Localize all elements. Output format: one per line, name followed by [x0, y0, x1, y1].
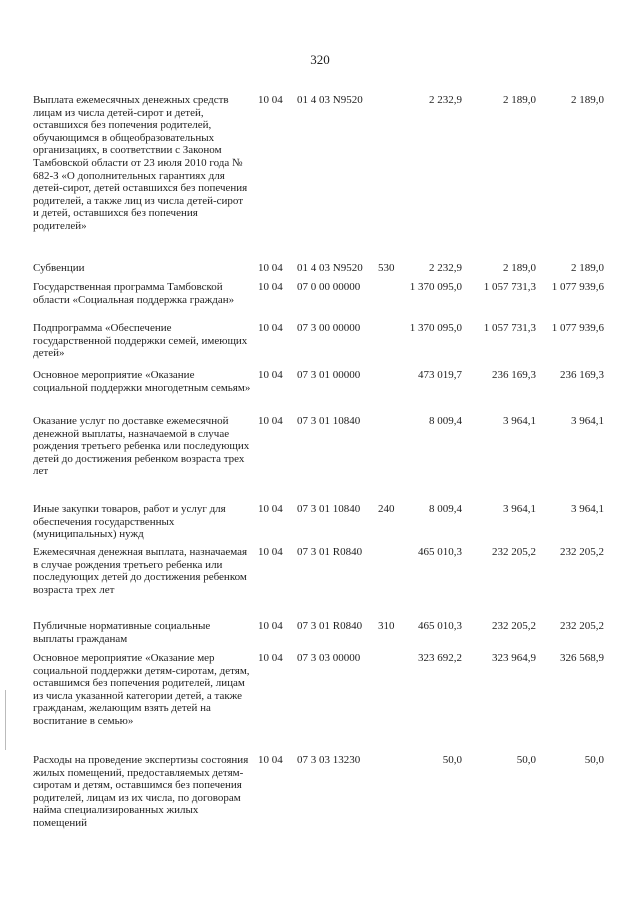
amount-year-1: 1 370 095,0: [409, 322, 462, 334]
amount-year-1: 1 370 095,0: [409, 281, 462, 293]
target-article-code: 07 3 03 13230: [297, 754, 361, 766]
amount-year-1: 50,0: [442, 754, 462, 766]
section-code: 10 04: [258, 503, 283, 515]
target-article-code: 07 3 01 10840: [297, 415, 361, 427]
amount-year-3: 3 964,1: [571, 503, 604, 515]
target-article-code: 07 3 01 10840: [297, 503, 361, 515]
target-article-code: 07 3 03 00000: [297, 652, 361, 664]
row-description: Оказание услуг по доставке ежемесячной денежной выплаты, назначаемой в случае рождения третьего ребенка или последующих детей до достижения ребенком возраста трех лет: [33, 415, 250, 478]
target-article-code: 07 3 01 R0840: [297, 546, 363, 558]
amount-year-2: 3 964,1: [503, 503, 536, 515]
amount-year-1: 2 232,9: [429, 94, 462, 106]
amount-year-1: 473 019,7: [418, 369, 462, 381]
row-description: Иные закупки товаров, работ и услуг для обеспечения государственных (муниципальных) нужд: [33, 503, 226, 541]
amount-year-3: 3 964,1: [571, 415, 604, 427]
amount-year-2: 2 189,0: [503, 94, 536, 106]
amount-year-2: 323 964,9: [492, 652, 536, 664]
amount-year-1: 465 010,3: [418, 546, 462, 558]
amount-year-3: 232 205,2: [560, 620, 604, 632]
amount-year-3: 2 189,0: [571, 94, 604, 106]
amount-year-2: 1 057 731,3: [483, 281, 536, 293]
target-article-code: 01 4 03 N9520: [297, 94, 363, 106]
amount-year-3: 326 568,9: [560, 652, 604, 664]
row-description: Ежемесячная денежная выплата, назначаемая в случае рождения третьего ребенка или последующих детей до достижения ребенком возраста трех лет: [33, 546, 248, 596]
expense-type-code: 310: [378, 620, 395, 632]
section-code: 10 04: [258, 546, 283, 558]
page-number: 320: [310, 52, 330, 67]
target-article-code: 07 3 01 00000: [297, 369, 361, 381]
target-article-code: 07 0 00 00000: [297, 281, 361, 293]
amount-year-1: 2 232,9: [429, 262, 462, 274]
amount-year-2: 232 205,2: [492, 546, 536, 558]
amount-year-1: 465 010,3: [418, 620, 462, 632]
amount-year-2: 2 189,0: [503, 262, 536, 274]
row-description: Субвенции: [33, 262, 85, 274]
section-code: 10 04: [258, 754, 283, 766]
amount-year-3: 50,0: [584, 754, 604, 766]
section-code: 10 04: [258, 415, 283, 427]
row-description: Выплата ежемесячных денежных средств лицам из числа детей-сирот и детей, оставшихся без попечения родителей, обучающимся в общеобразовательных организациях, в соответствии с Законом Тамбовской области от 23 июля 2010 года № 682-З «О дополнительных гарантиях для детей-сирот, детей оставшихся без попечения родителей, а также лиц из числа детей-сирот и детей, оставшихся без попечения родителей»: [33, 94, 248, 232]
row-description: Публичные нормативные социальные выплаты гражданам: [33, 620, 211, 645]
amount-year-2: 50,0: [516, 754, 536, 766]
amount-year-2: 1 057 731,3: [483, 322, 536, 334]
section-code: 10 04: [258, 620, 283, 632]
section-code: 10 04: [258, 94, 283, 106]
row-description: Расходы на проведение экспертизы состояния жилых помещений, предоставляемых детям-сиротам и детям, оставшимся без попечения родителей, лицам из их числа, по договорам найма специализированных жилых помещений: [33, 754, 249, 829]
amount-year-2: 3 964,1: [503, 415, 536, 427]
target-article-code: 07 3 00 00000: [297, 322, 361, 334]
amount-year-3: 2 189,0: [571, 262, 604, 274]
amount-year-3: 1 077 939,6: [551, 281, 604, 293]
section-code: 10 04: [258, 322, 283, 334]
amount-year-3: 232 205,2: [560, 546, 604, 558]
amount-year-3: 1 077 939,6: [551, 322, 604, 334]
section-code: 10 04: [258, 262, 283, 274]
section-code: 10 04: [258, 281, 283, 293]
scan-artifact: [5, 690, 6, 750]
expense-type-code: 240: [378, 503, 395, 515]
section-code: 10 04: [258, 369, 283, 381]
section-code: 10 04: [258, 652, 283, 664]
target-article-code: 01 4 03 N9520: [297, 262, 363, 274]
row-description: Подпрограмма «Обеспечение государственной поддержки семей, имеющих детей»: [33, 322, 248, 360]
expense-type-code: 530: [378, 262, 395, 274]
amount-year-2: 236 169,3: [492, 369, 536, 381]
amount-year-1: 8 009,4: [429, 415, 462, 427]
amount-year-1: 323 692,2: [418, 652, 462, 664]
amount-year-3: 236 169,3: [560, 369, 604, 381]
row-description: Государственная программа Тамбовской области «Социальная поддержка граждан»: [33, 281, 235, 306]
row-description: Основное мероприятие «Оказание мер социальной поддержки детям-сиротам, детям, оставшимся без попечения родителей, лицам из числа указанной категории детей, а также гражданам, желающим взять детей на воспитание в семью»: [33, 652, 250, 727]
amount-year-1: 8 009,4: [429, 503, 462, 515]
target-article-code: 07 3 01 R0840: [297, 620, 363, 632]
row-description: Основное мероприятие «Оказание социальной поддержки многодетным семьям»: [33, 369, 251, 394]
amount-year-2: 232 205,2: [492, 620, 536, 632]
